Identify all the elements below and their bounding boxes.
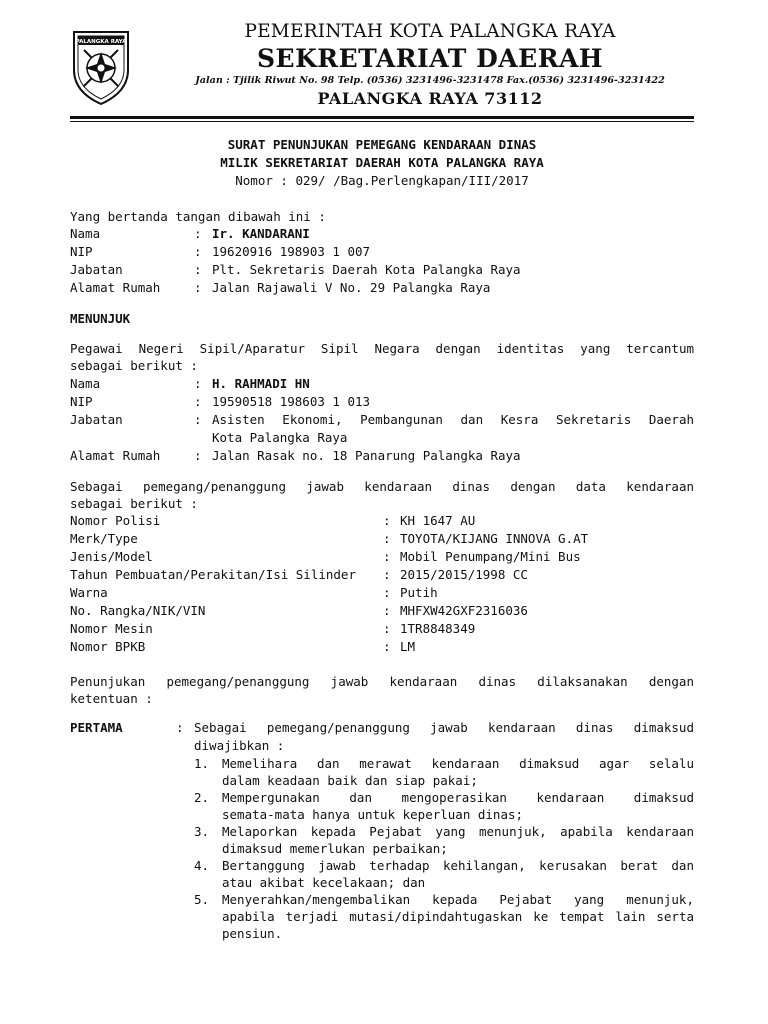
colon: : (194, 262, 202, 277)
colon: : (383, 513, 391, 528)
vehicle-value: LM (400, 639, 416, 654)
colon: : (194, 244, 202, 259)
vehicle-intro-line2: sebagai berikut : (70, 496, 198, 511)
vehicle-label: Warna (70, 585, 108, 600)
pertama-line1: Sebagai pemegang/penanggung jawab kendaraan dinas dimaksud (194, 720, 694, 735)
appointee-name-value: H. RAHMADI HN (212, 376, 310, 391)
appointee-name-label: Nama (70, 376, 101, 391)
vehicle-value: 2015/2015/1998 CC (400, 567, 528, 582)
list-item-text: dalam keadaan baik dan siap pakai; (222, 773, 478, 788)
list-item-text: atau akibat kecelakaan; dan (222, 875, 426, 890)
office-address: Jalan : Tjilik Riwut No. 98 Telp. (0536) 3231496-3231478 Fax.(0536) 3231496-3231422 (195, 75, 665, 86)
city-emblem-logo (70, 26, 132, 106)
colon: : (383, 531, 391, 546)
vehicle-label: Nomor Mesin (70, 621, 153, 636)
colon: : (383, 549, 391, 564)
doc-number: Nomor : 029/ /Bag.Perlengkapan/III/2017 (235, 173, 529, 188)
signer-nip-value: 19620916 198903 1 007 (212, 244, 371, 259)
signer-name-value: Ir. KANDARANI (212, 226, 310, 241)
vehicle-label: Tahun Pembuatan/Perakitan/Isi Silinder (70, 567, 356, 582)
list-item-text: Bertanggung jawab terhadap kehilangan, kerusakan berat dan (222, 858, 694, 873)
list-item-number: 1. (194, 756, 210, 771)
header-rule-thin (70, 121, 694, 122)
colon: : (383, 567, 391, 582)
list-item-text: Melaporkan kepada Pejabat yang menunjuk, apabila kendaraan (222, 824, 694, 839)
colon: : (383, 621, 391, 636)
colon: : (194, 394, 202, 409)
vehicle-value: MHFXW42GXF2316036 (400, 603, 528, 618)
vehicle-value: TOYOTA/KIJANG INNOVA G.AT (400, 531, 589, 546)
logo-text: PALANGKA RAYA (75, 39, 127, 45)
list-item-number: 4. (194, 858, 210, 873)
vehicle-value: 1TR8848349 (400, 621, 476, 636)
vehicle-label: Nomor BPKB (70, 639, 146, 654)
signer-jabatan-value: Plt. Sekretaris Daerah Kota Palangka Raya (212, 262, 521, 277)
appointee-jabatan-value-line2: Kota Palangka Raya (212, 430, 348, 445)
list-item-text: semata-mata hanya untuk keperluan dinas; (222, 807, 524, 822)
appointee-jabatan-label: Jabatan (70, 412, 123, 427)
vehicle-value: KH 1647 AU (400, 513, 476, 528)
appointee-jabatan-value: Asisten Ekonomi, Pembangunan dan Kesra Sekretaris Daerah (212, 412, 694, 427)
list-item-number: 2. (194, 790, 210, 805)
colon: : (194, 448, 202, 463)
doc-title-line1: SURAT PENUNJUKAN PEMEGANG KENDARAAN DINAS (227, 137, 537, 152)
letterhead (150, 20, 710, 110)
header-rule-thick (70, 116, 694, 119)
appointee-nip-label: NIP (70, 394, 93, 409)
signer-jabatan-label: Jabatan (70, 262, 123, 277)
list-item-text: pensiun. (222, 926, 283, 941)
ketentuan-line1: Penunjukan pemegang/penanggung jawab kendaraan dinas dilaksanakan dengan (70, 674, 694, 689)
list-item-number: 5. (194, 892, 210, 907)
colon: : (194, 280, 202, 295)
colon: : (176, 720, 184, 735)
appointee-intro-line2: sebagai berikut : (70, 358, 198, 373)
list-item-text: apabila terjadi mutasi/dipindahtugaskan ke tempat lain serta (222, 909, 694, 924)
list-item-number: 3. (194, 824, 210, 839)
list-item-text: Memelihara dan merawat kendaraan dimaksud agar selalu (222, 756, 694, 771)
office-name: SEKRETARIAT DAERAH (256, 44, 604, 73)
office-city: PALANGKA RAYA 73112 (317, 89, 543, 108)
government-name: PEMERINTAH KOTA PALANGKA RAYA (244, 21, 616, 42)
doc-title-line2: MILIK SEKRETARIAT DAERAH KOTA PALANGKA RAYA (220, 155, 544, 170)
ketentuan-line2: ketentuan : (70, 691, 153, 706)
vehicle-value: Putih (400, 585, 438, 600)
colon: : (383, 639, 391, 654)
vehicle-label: Nomor Polisi (70, 513, 161, 528)
vehicle-intro-line1: Sebagai pemegang/penanggung jawab kendaraan dinas dengan data kendaraan (70, 479, 694, 494)
list-item-text: Menyerahkan/mengembalikan kepada Pejabat yang menunjuk, (222, 892, 694, 907)
menunjuk-heading: MENUNJUK (70, 311, 131, 326)
signer-alamat-value: Jalan Rajawali V No. 29 Palangka Raya (212, 280, 491, 295)
vehicle-label: Jenis/Model (70, 549, 153, 564)
colon: : (383, 603, 391, 618)
appointee-nip-value: 19590518 198603 1 013 (212, 394, 371, 409)
appointee-alamat-value: Jalan Rasak no. 18 Panarung Palangka Raya (212, 448, 521, 463)
vehicle-label: Merk/Type (70, 531, 138, 546)
colon: : (383, 585, 391, 600)
signer-intro: Yang bertanda tangan dibawah ini : (70, 209, 326, 224)
appointee-intro-line1: Pegawai Negeri Sipil/Aparatur Sipil Negara dengan identitas yang tercantum (70, 341, 694, 356)
vehicle-value: Mobil Penumpang/Mini Bus (400, 549, 581, 564)
signer-nip-label: NIP (70, 244, 93, 259)
colon: : (194, 412, 202, 427)
colon: : (194, 226, 202, 241)
pertama-label: PERTAMA (70, 720, 123, 735)
vehicle-label: No. Rangka/NIK/VIN (70, 603, 206, 618)
pertama-line2: diwajibkan : (194, 738, 285, 753)
list-item-text: Mempergunakan dan mengoperasikan kendaraan dimaksud (222, 790, 694, 805)
colon: : (194, 376, 202, 391)
signer-name-label: Nama (70, 226, 101, 241)
list-item-text: dimaksud memerlukan perbaikan; (222, 841, 448, 856)
appointee-alamat-label: Alamat Rumah (70, 448, 161, 463)
signer-alamat-label: Alamat Rumah (70, 280, 161, 295)
